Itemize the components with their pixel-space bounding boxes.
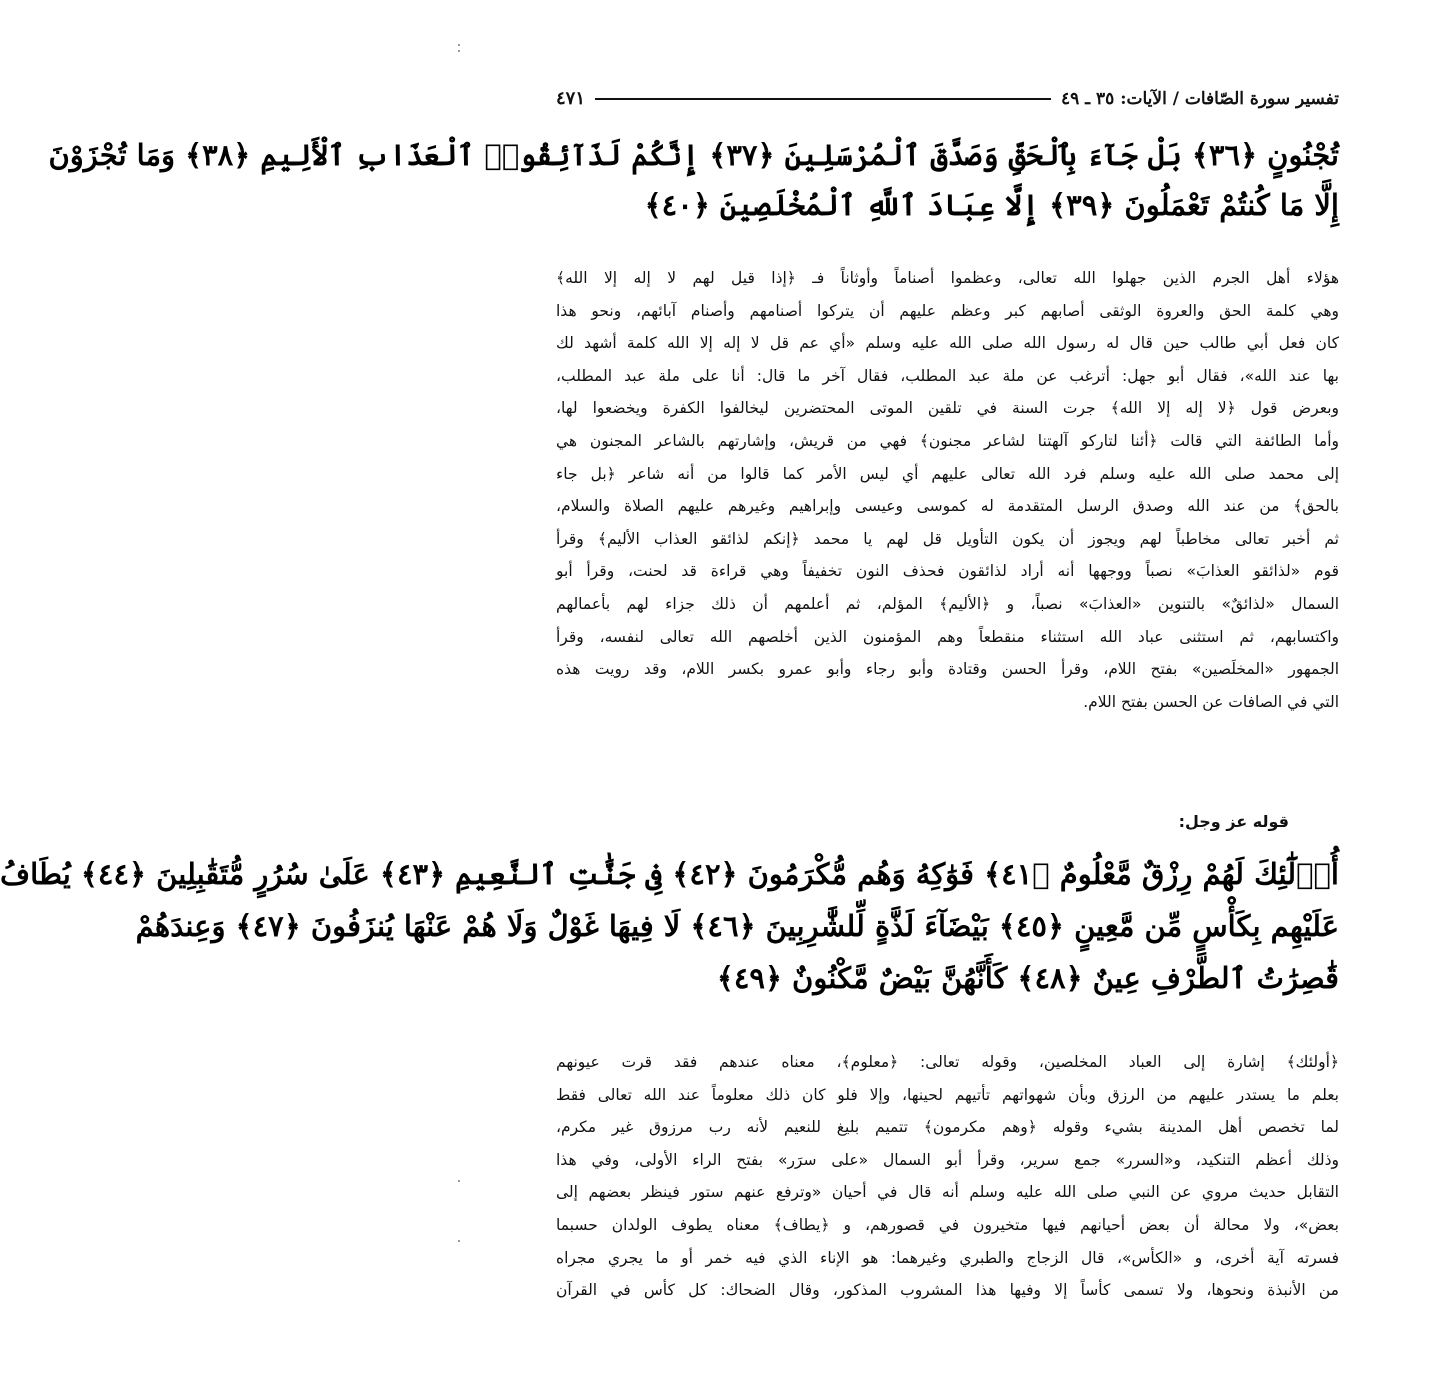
text-line: فسرته آية أخرى، و «الكأس»، قال الزجاج والطبري وغيرهما: هو الإناء الذي فيه خمر أو ما يجري مجراه bbox=[556, 1248, 1339, 1267]
section-intro: قوله عز وجل: bbox=[1178, 812, 1289, 831]
text-line: الجمهور «المخلَصين» بفتح اللام، وقرأ الحسن وقتادة وأبو رجاء وأبو عمرو بكسر اللام، وقد رويت هذه bbox=[556, 660, 1339, 679]
text-line: التقابل حديث مروي عن النبي صلى الله عليه وسلم أنه قال في أحيان «وترفع عنهم ستور فينظر بعضهم إلى bbox=[556, 1183, 1339, 1202]
header-title: تفسير سورة الصّافات / الآيات: ٣٥ ـ ٤٩ bbox=[1060, 88, 1339, 109]
verse-line: تُجْنُونٍ ﴿٣٦﴾ بَلْ جَآءَ بِٱلْحَقِّ وَصَدَّقَ ٱلْمُرْسَلِينَ ﴿٣٧﴾ إِنَّكُمْ لَذَآئِقُوا۟ ٱلْعَذَابِ ٱلْأَلِيمِ ﴿٣٨﴾ وَمَا تُجْزَوْنَ bbox=[48, 138, 1339, 172]
text-line: بها عند الله»، فقال أبو جهل: أترغب عن ملة عبد المطلب، فقال آخر ما قال: أنا على ملة عبد المطلب، bbox=[556, 366, 1339, 385]
text-line: وبعرض قول ﴿لا إله إلا الله﴾ جرت السنة في تلقين الموتى المحتضرين ليخالفوا الكفرة ويخضعوا لها، bbox=[556, 399, 1339, 418]
text-line: ﴿أولئك﴾ إشارة إلى العباد المخلصين، وقوله تعالى: ﴿معلوم﴾، معناه عندهم فقد قرت عيونهم bbox=[556, 1053, 1339, 1071]
text-line: بالحق﴾ من عند الله وصدق الرسل المتقدمة له كموسى وعيسى وإبراهيم وغيرهم عليهم الصلاة والسلام، bbox=[556, 497, 1339, 516]
quran-verses-41-49 bbox=[0, 848, 1339, 1004]
quran-verses-35-40 bbox=[48, 130, 1339, 230]
text-line: وأما الطائفة التي قالت ﴿أئنا لتاركو آلهتنا لشاعر مجنون﴾ فهي من قريش، وإشارتهم بالشاعر المجنون هي bbox=[556, 431, 1339, 450]
header-rule bbox=[595, 98, 1051, 100]
text-line: كان فعل أبي طالب حين قال له رسول الله صلى الله عليه وسلم «أي عم قل لا إله إلا الله كلمة أشهد لك bbox=[556, 334, 1339, 353]
commentary-paragraph-2 bbox=[556, 1046, 1339, 1307]
text-line: من الأنبذة ونحوها، ولا تسمى كأساً إلا وفيها هذا المشروب المذكور، وقال الضحاك: كل كأس في القرآن bbox=[556, 1281, 1339, 1300]
text-line: لما تخصص أهل المدينة بشيء وقوله ﴿وهم مكرمون﴾ تتميم بليغ للنعيم لأنه رب مرزوق غير مكرم، bbox=[556, 1118, 1339, 1137]
commentary-paragraph-1 bbox=[556, 262, 1339, 718]
text-line: هؤلاء أهل الجرم الذين جهلوا الله تعالى، وعظموا أصناماً وأوثاناً فـ ﴿إذا قيل لهم لا إله إلا الله﴾ bbox=[556, 269, 1339, 287]
text-line: قوم «لذائقو العذابَ» نصباً ووجهها أنه أراد لذائقون فحذف النون تخفيفاً وهي قراءة قد لحنت، وقرأ أبو bbox=[556, 562, 1339, 581]
text-line: إلى محمد صلى الله عليه وسلم فرد الله تعالى عليهم أي ليس الأمر كما قالوا من أنه شاعر ﴿بل جاء bbox=[556, 464, 1339, 483]
text-line: وذلك أعظم التنكيد، و«السرر» جمع سرير، وقرأ أبو السمال «على سرَر» بفتح الراء الأولى، وفي هذا bbox=[556, 1150, 1339, 1169]
text-line: واكتسابهم، ثم استثنى عباد الله استثناء منقطعاً وهم المؤمنون الذين أخلصهم الله تعالى لنفسه، وقرأ bbox=[556, 627, 1339, 646]
verse-line: إِلَّا مَا كُنتُمْ تَعْمَلُونَ ﴿٣٩﴾ إِلَّا عِبَادَ ٱللَّهِ ٱلْمُخْلَصِينَ ﴿٤٠﴾ bbox=[644, 188, 1339, 222]
text-line: وهي كلمة الحق والعروة الوثقى أصابهم كبر وعظم عليهم أن يتركوا أصنامهم وأصنام آبائهم، ونحو هذا bbox=[556, 301, 1339, 320]
verse-line: عَلَيْهِم بِكَأْسٍ مِّن مَّعِينٍ ﴿٤٥﴾ بَيْضَآءَ لَذَّةٍ لِّلشَّٰرِبِينَ ﴿٤٦﴾ لَا فِيهَا غَوْلٌ وَلَا هُمْ عَنْهَا يُنزَفُونَ ﴿٤٧﴾ وَعِندَهُمْ bbox=[135, 909, 1339, 943]
verse-line: قَٰصِرَٰتُ ٱلطَّرْفِ عِينٌ ﴿٤٨﴾ كَأَنَّهُنَّ بَيْضٌ مَّكْنُونٌ ﴿٤٩﴾ bbox=[716, 961, 1339, 995]
text-line: بعلم ما يستدر عليهم من الرزق وبأن شهواتهم تأتيهم لحينها، وإلا فلو كان ذلك معلوماً عند الله تعالى فقط bbox=[556, 1085, 1339, 1104]
text-line: التي في الصافات عن الحسن بفتح اللام. bbox=[1083, 692, 1339, 711]
scan-edge-marks bbox=[458, 0, 460, 1398]
text-line: ثم أخبر تعالى مخاطباً لهم ويجوز أن يكون التأويل قل لهم يا محمد ﴿إنكم لذائقو العذاب الأليم﴾ وقرأ bbox=[556, 529, 1339, 548]
text-line: بعض»، ولا محالة أن بعض أحيانهم فيها متخيرون في قصورهم، و ﴿يطاف﴾ معناه يطوف الولدان حسبما bbox=[556, 1215, 1339, 1234]
verse-line: أُو۟لَٰٓئِكَ لَهُمْ رِزْقٌ مَّعْلُومٌ ﴿٤١﴾ فَوَٰكِهُ وَهُم مُّكْرَمُونَ ﴿٤٢﴾ فِى جَنَّٰتِ ٱلنَّعِيمِ ﴿٤٣﴾ عَلَىٰ سُرُرٍ مُّتَقَٰبِلِينَ ﴿٤٤﴾ يُطَافُ bbox=[0, 857, 1339, 891]
running-header bbox=[556, 88, 1339, 109]
page-number: ٤٧١ bbox=[556, 88, 586, 109]
text-line: السمال «لذائقٌ» بالتنوين «العذابَ» نصباً، و ﴿الأليم﴾ المؤلم، ثم أعلمهم أن ذلك جزاء لهم بأعمالهم bbox=[556, 594, 1339, 613]
